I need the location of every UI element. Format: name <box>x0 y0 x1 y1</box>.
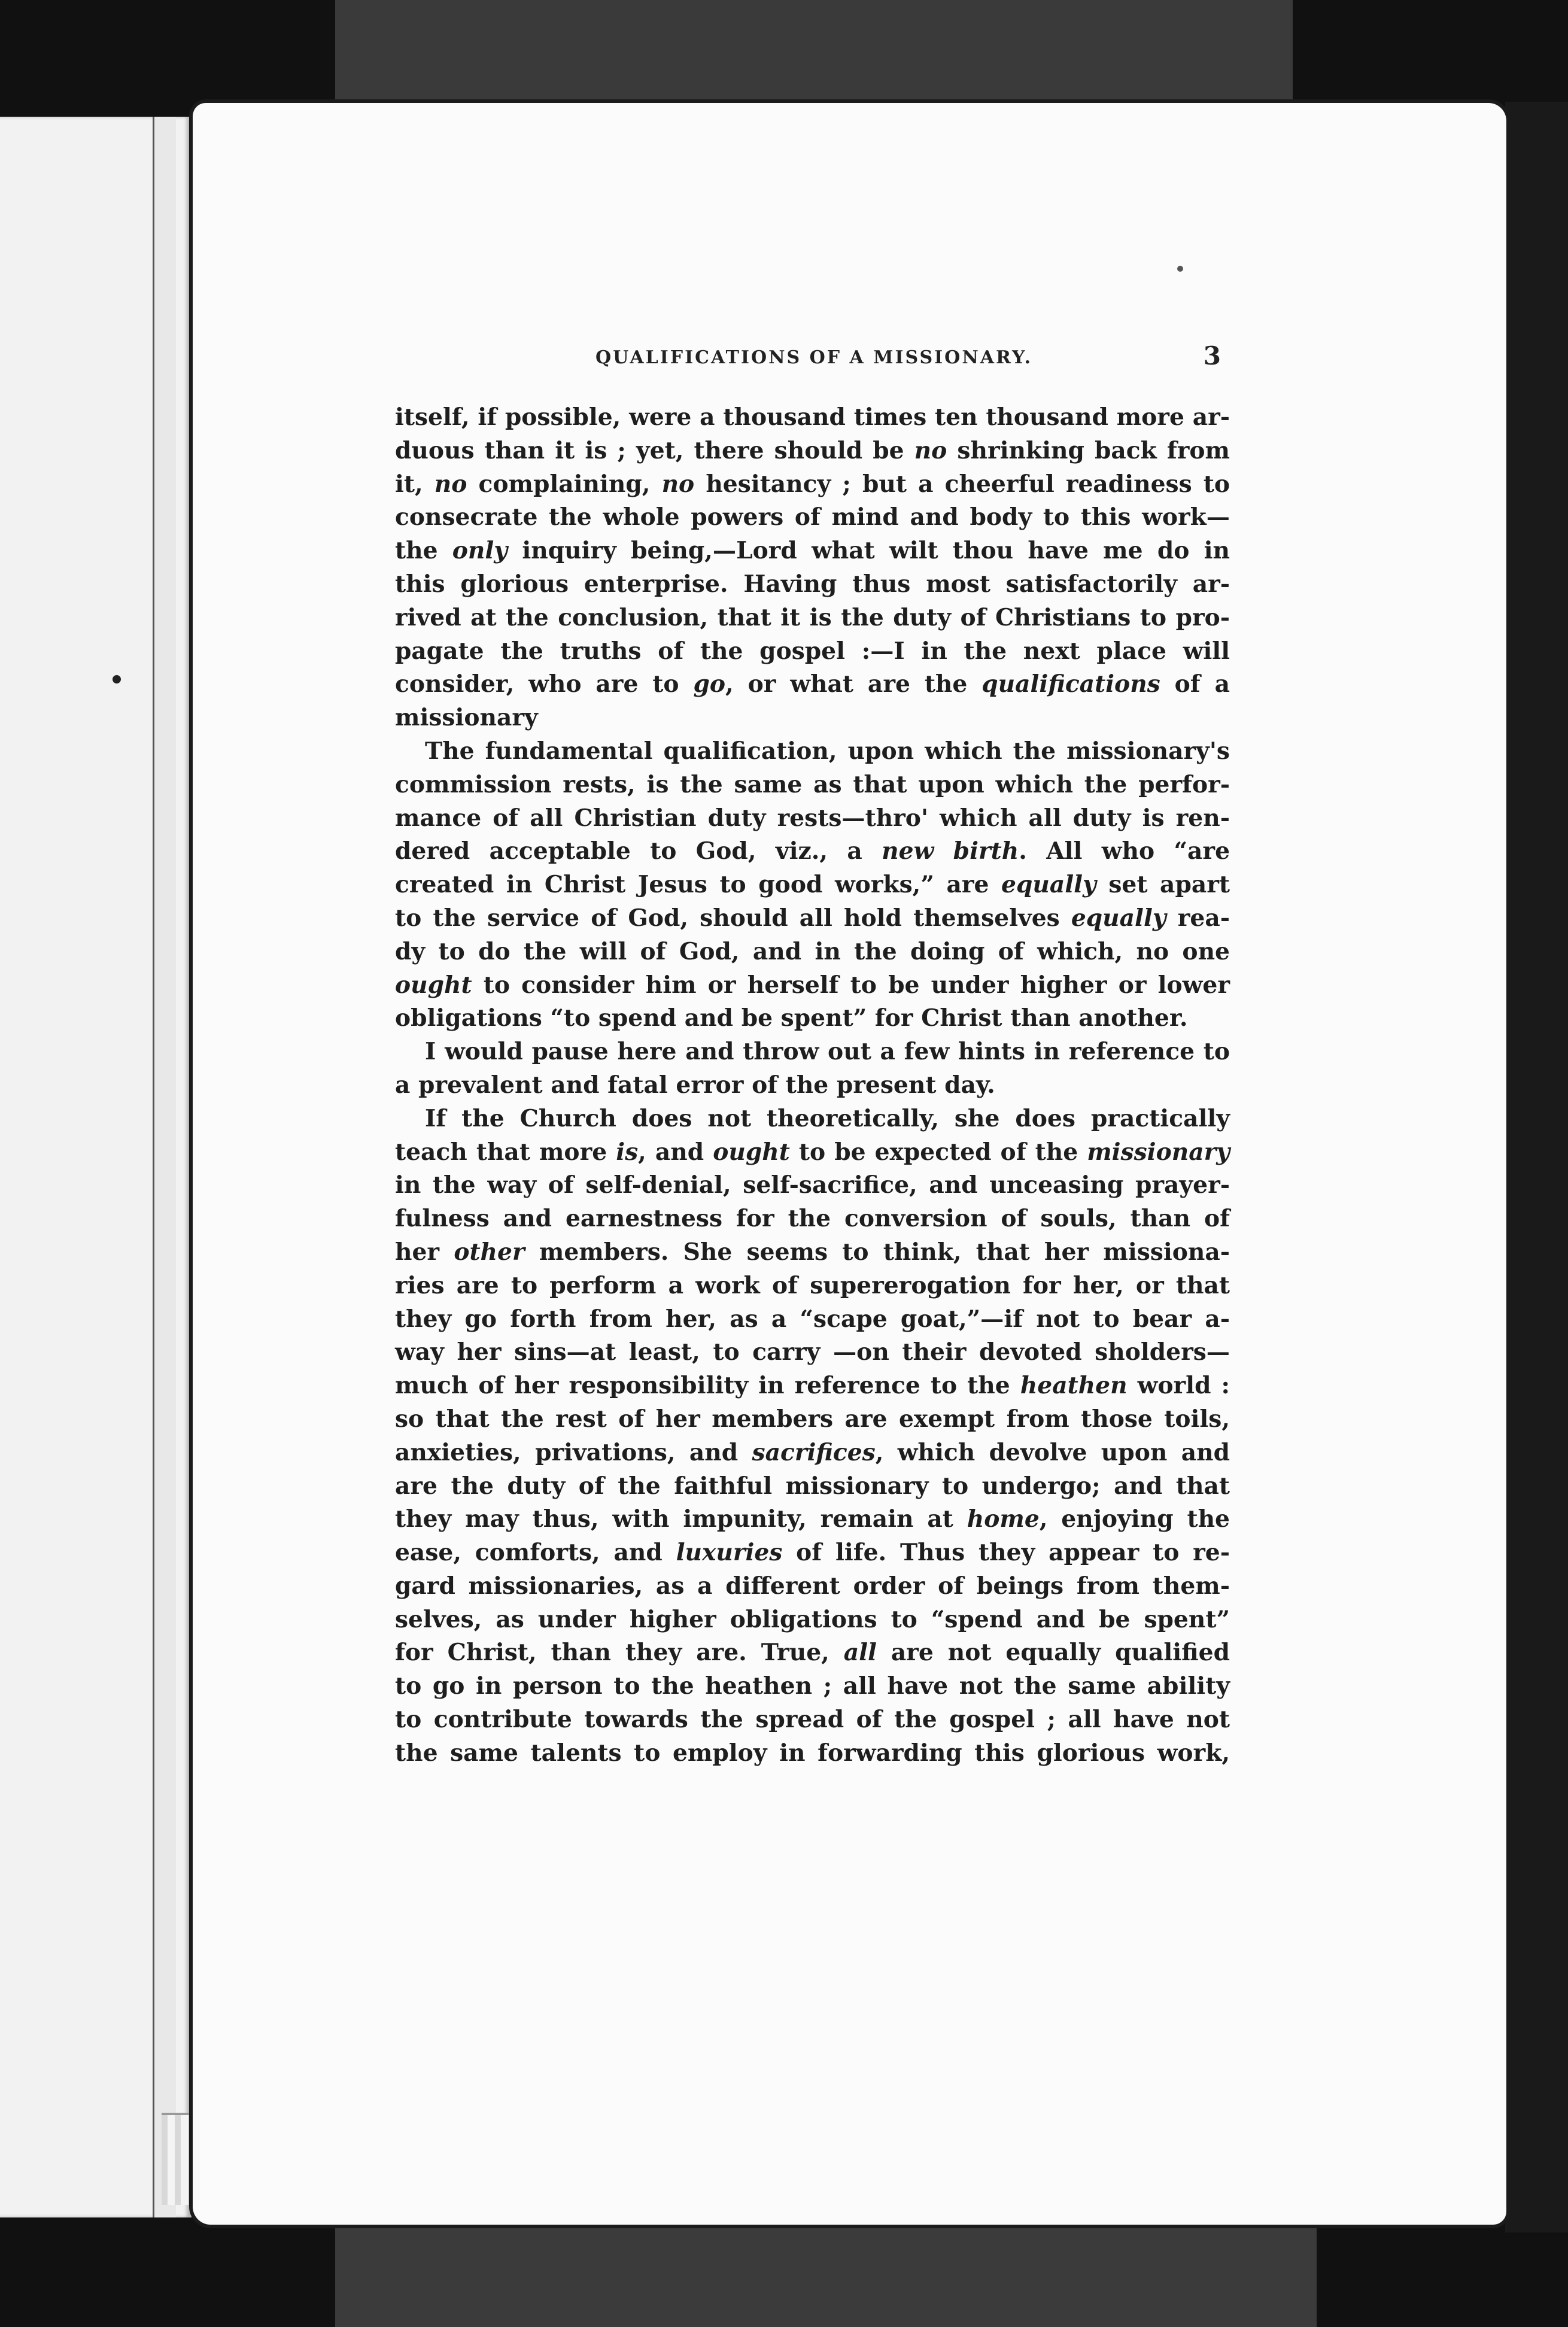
text-line: created in Christ Jesus to good works,” are equally set apart <box>395 871 1230 899</box>
scan-background-right <box>1505 102 1568 2232</box>
text-line: teach that more is, and ought to be expected of the missionary <box>395 1138 1230 1166</box>
text-line: obligations “to spend and be spent” for Christ than another. <box>395 1004 1188 1032</box>
text-line: are the duty of the faithful missionary to undergo; and that <box>395 1472 1230 1500</box>
text-line: the same talents to employ in forwarding this glorious work, <box>395 1739 1230 1767</box>
text-line: consider, who are to go, or what are the qualifications of a <box>395 670 1230 698</box>
text-line: dered acceptable to God, viz., a new birth. All who “are <box>395 837 1230 865</box>
text-line: so that the rest of her members are exempt from those toils, <box>395 1405 1230 1433</box>
text-line: much of her responsibility in reference to the heathen world : <box>395 1372 1230 1400</box>
text-line: they go forth from her, as a “scape goat,”—if not to bear a- <box>395 1305 1230 1333</box>
text-line: dy to do the will of God, and in the doing of which, no one <box>395 937 1230 965</box>
text-line: selves, as under higher obligations to “spend and be spent” <box>395 1605 1230 1633</box>
text-line: If the Church does not theoretically, she does practically <box>425 1104 1230 1132</box>
text-line: for Christ, than they are. True, all are not equally qualified <box>395 1639 1230 1667</box>
text-line: The fundamental qualification, upon which the missionary's <box>425 737 1230 765</box>
book-gutter <box>153 117 176 2217</box>
text-line: this glorious enterprise. Having thus most satisfactorily ar- <box>395 570 1230 598</box>
text-line: it, no complaining, no hesitancy ; but a cheerful readiness to <box>395 470 1230 498</box>
text-line: way her sins—at least, to carry —on their devoted sholders— <box>395 1338 1230 1366</box>
text-line: consecrate the whole powers of mind and body to this work— <box>395 503 1230 531</box>
text-line: pagate the truths of the gospel :—I in the next place will <box>395 637 1230 665</box>
text-line: I would pause here and throw out a few hints in reference to <box>425 1038 1230 1066</box>
text-line: rived at the conclusion, that it is the duty of Christians to pro- <box>395 603 1230 631</box>
page-header <box>398 341 1233 377</box>
text-line: mance of all Christian duty rests—thro' which all duty is ren- <box>395 804 1230 832</box>
text-line: commission rests, is the same as that upon which the perfor- <box>395 770 1230 798</box>
text-line: to the service of God, should all hold themselves equally rea- <box>395 904 1230 932</box>
page-number: 3 <box>1203 341 1221 370</box>
scan-background-top <box>335 0 1293 105</box>
text-line: to go in person to the heathen ; all have not the same ability <box>395 1672 1230 1700</box>
text-line: to contribute towards the spread of the gospel ; all have not <box>395 1706 1230 1734</box>
text-line: ease, comforts, and luxuries of life. Thus they appear to re- <box>395 1539 1230 1567</box>
text-line: missionary <box>395 704 538 732</box>
text-line: gard missionaries, as a different order of beings from them- <box>395 1572 1230 1600</box>
text-line: her other members. She seems to think, that her missiona- <box>395 1238 1230 1266</box>
text-line: itself, if possible, were a thousand times ten thousand more ar- <box>395 403 1230 431</box>
text-line: ought to consider him or herself to be under higher or lower <box>395 971 1230 999</box>
body-text <box>395 401 1230 1770</box>
ink-spot <box>113 675 121 683</box>
text-line: in the way of self-denial, self-sacrifice, and unceasing prayer- <box>395 1171 1230 1199</box>
text-line: fulness and earnestness for the conversion of souls, than of <box>395 1205 1230 1233</box>
running-head: QUALIFICATIONS OF A MISSIONARY. <box>595 347 1033 368</box>
text-line: ries are to perform a work of supererogation for her, or that <box>395 1271 1230 1299</box>
text-line: a prevalent and fatal error of the present day. <box>395 1071 995 1099</box>
text-line: they may thus, with impunity, remain at home, enjoying the <box>395 1505 1230 1533</box>
text-line: the only inquiry being,—Lord what wilt thou have me do in <box>395 537 1230 565</box>
text-line: anxieties, privations, and sacrifices, which devolve upon and <box>395 1438 1230 1466</box>
text-line: duous than it is ; yet, there should be no shrinking back from <box>395 436 1230 464</box>
ink-spot <box>1177 266 1183 272</box>
